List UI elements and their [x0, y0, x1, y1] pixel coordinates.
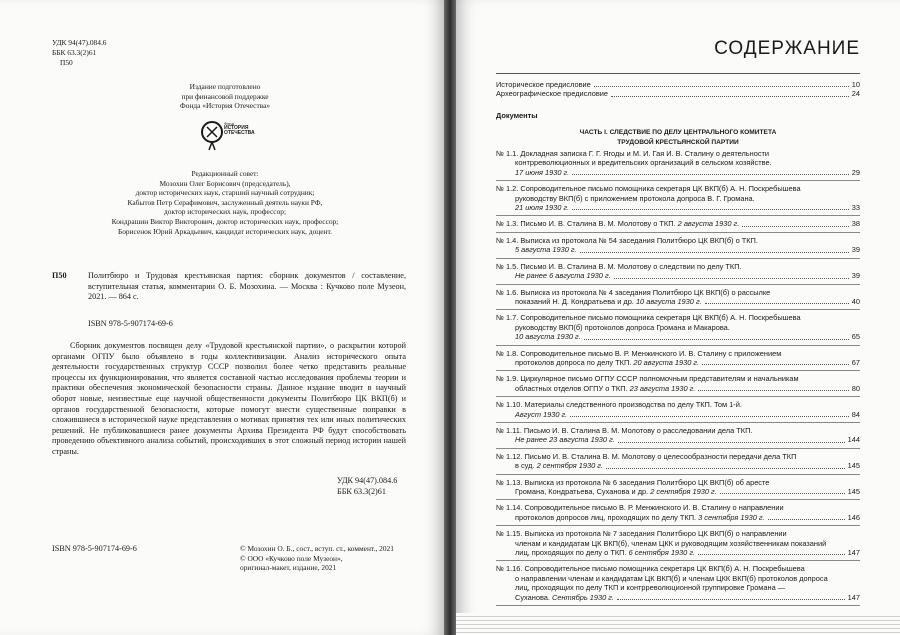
toc-entry[interactable]: № 1.7. Сопроводительное письмо помощника секретаря ЦК ВКП(б) А. Н. Поскребышева руководству ВКП(б) протоколов допроса Громана и Макарова. 10 августа 1930 г. 65 [496, 313, 860, 342]
toc-separator [496, 180, 860, 181]
book-gutter [444, 0, 456, 635]
toc-separator [496, 525, 860, 526]
toc-separator [496, 345, 860, 346]
bibliographic-record: Политбюро и Трудовая крестьянская партия: сборник документов / составление, вступительная статья, комментарии О. Б. Мозохина. — Москва : Кучково поле Музеон, 2021. — 864 с. [88, 271, 406, 302]
toc-separator [496, 232, 860, 233]
copyright: © Мозохин О. Б., сост., вступ. ст., коммент., 2021 © ООО «Кучково поле Музеон», оригинал-макет, издание, 2021 [240, 544, 394, 573]
bib-code: П50 [52, 271, 67, 280]
toc-entry[interactable]: № 1.16. Сопроводительное письмо помощника секретаря ЦК ВКП(б) А. Н. Поскребышева о направлении членам и кандидатам ЦК ВКП(б) и членам ЦКК ВКП(б) протоколов допроса лиц, проходящих по делу ТКП и контрреволюционной группировке Громана — Суханова. Сентябрь 1930 г. 147 [496, 564, 860, 602]
toc-separator [496, 215, 860, 216]
toc-separator [496, 499, 860, 500]
toc-entry[interactable]: № 1.9. Циркулярное письмо ОГПУ СССР полномочным представителям и начальникам областных отделов ОГПУ о ТКП. 23 августа 1930 г. 80 [496, 374, 860, 393]
toc-separator [496, 258, 860, 259]
toc-separator [496, 448, 860, 449]
toc-entry[interactable]: № 1.15. Выписка из протокола № 7 заседания Политбюро ЦК ВКП(б) о направлении членам и кандидатам ЦК ВКП(б), членам ЦКК и руководящим хозяйственникам показаний лиц, проходящих по делу о ТКП. 6 сентября 1930 г. 147 [496, 529, 860, 558]
toc-entry[interactable]: № 1.11. Письмо И. В. Сталина В. М. Молотову о расследовании дела ТКП. Не ранее 23 августа 1930 г. 144 [496, 425, 860, 445]
logo-caption: Фонд ИСТОРИЯ ОТЕЧЕСТВА [224, 121, 255, 136]
toc-separator [496, 605, 860, 606]
toc-entry[interactable]: № 1.5. Письмо И. В. Сталина В. М. Молотову о следствии по делу ТКП. Не ранее 6 августа 1930 г. 39 [496, 261, 860, 281]
toc-entry[interactable]: № 1.2. Сопроводительное письмо помощника секретаря ЦК ВКП(б) А. Н. Поскребышева руководству ВКП(б) с приложением протокола допроса В. Г. Громана. 21 июля 1930 г. 33 [496, 184, 860, 213]
fund-logo [200, 113, 254, 153]
documents-heading: Документы [496, 110, 538, 120]
left-page [0, 0, 444, 635]
udk-code-bottom: УДК 94(47).084.6 [337, 476, 398, 485]
isbn-top: ISBN 978-5-907174-69-6 [88, 319, 173, 328]
toc-intro-row[interactable]: Археографическое предисловие 24 [496, 89, 860, 99]
right-page [456, 0, 900, 635]
bbk-code: ББК 63.3(2)61 [52, 48, 97, 57]
toc-entry[interactable]: № 1.1. Докладная записка Г. Г. Ягоды и М. И. Гая И. В. Сталину о деятельности контрреволюционных и вредительских организаций в сельском хозяйстве. 17 июня 1930 г. 29 [496, 149, 860, 177]
editorial-board: Редакционный совет: Мозохин Олег Борисович (председатель), доктор исторических наук, старший научный сотрудник; Кабытов Петр Серафимович, заслуженный деятель науки РФ, доктор исторических наук, профессор; Кондрашин Виктор Викторович, доктор исторических наук, профессор; Борисенок Юрий Аркадьевич, кандидат исторических наук, доцент. [111, 169, 339, 236]
toc-separator [496, 560, 860, 561]
toc-separator [496, 370, 860, 371]
toc-title: СОДЕРЖАНИЕ [714, 38, 860, 59]
toc-separator [496, 284, 860, 285]
toc-entry[interactable]: № 1.14. Сопроводительное письмо В. Р. Менжинского И. В. Сталину о направлении протоколов допросов лиц, проходящих по делу ТКП. 3 сентября 1930 г. 146 [496, 503, 860, 522]
toc-entry[interactable]: № 1.13. Выписка из протокола № 6 заседания Политбюро ЦК ВКП(б) об аресте Громана, Кондратьева, Суханова и др. 2 сентября 1930 г. 145 [496, 477, 860, 496]
toc-entries [496, 149, 860, 606]
support-note: Издание подготовлено при финансовой поддержке Фонда «История Отечества» [179, 82, 271, 111]
toc-entry[interactable]: № 1.12. Письмо И. В. Сталина В. М. Молотову о целесообразности передачи дела ТКП в суд. 2 сентября 1930 г. 145 [496, 451, 860, 471]
toc-entry[interactable]: № 1.3. Письмо И. В. Сталина В. М. Молотову о ТКП. 2 августа 1930 г. 38 [496, 219, 860, 229]
author-mark: П50 [60, 58, 73, 67]
page-edge-stripes [456, 613, 900, 635]
toc-entry[interactable]: № 1.10. Материалы следственного производства по делу ТКП. Том 1-й. Август 1930 г. 84 [496, 400, 860, 419]
toc-intro [496, 80, 860, 609]
toc-separator [496, 422, 860, 423]
toc-entry[interactable]: № 1.8. Сопроводительное письмо В. Р. Менжинского И. В. Сталину с приложением протоколов допроса по делу ТКП. 20 августа 1930 г. 67 [496, 348, 860, 367]
toc-separator [496, 396, 860, 397]
part-title: ЧАСТЬ I. СЛЕДСТВИЕ ПО ДЕЛУ ЦЕНТРАЛЬНОГО КОМИТЕТА ТРУДОВОЙ КРЕСТЬЯНСКОЙ ПАРТИИ [579, 129, 777, 146]
bbk-code-bottom: ББК 63.3(2)61 [337, 487, 386, 496]
toc-top-rule [496, 73, 860, 74]
toc-separator [496, 474, 860, 475]
isbn-bottom: ISBN 978-5-907174-69-6 [52, 544, 137, 553]
toc-intro-row[interactable]: Историческое предисловие 10 [496, 80, 860, 89]
toc-separator [496, 309, 860, 310]
udk-code: УДК 94(47).084.6 [52, 38, 107, 47]
toc-entry[interactable]: № 1.4. Выписка из протокола № 54 заседания Политбюро ЦК ВКП(б) о ТКП. 5 августа 1930 г. 39 [496, 235, 860, 255]
abstract: Сборник документов посвящен делу «Трудовой крестьянской партии», о раскрытии которой органами ОГПУ было объявлено в годы коллективизации. Анализ исторического опыта деятельности государственных структур СССР позволил более четко представить реальные процессы их функционирования, что является составной частью исследования проблемы теории и практики обеспечения экономической безопасности страны. Данное издание вводит в научный оборот новые, неизвестные еще научной общественности документы Политбюро ЦК ВКП(б) и органов государственной безопасности, которые помогут внести существенные поправки в сложившиеся в исторической науке представления о мотивах принятия тех или иных политических решений. Не публиковавшиеся ранее документы Архива Президента РФ будут способствовать проведению объективного анализа событий, происходивших в этот сложный период истории нашей страны. [52, 341, 406, 456]
toc-entry[interactable]: № 1.6. Выписка из протокола № 4 заседания Политбюро ЦК ВКП(б) о рассылке показаний Н. Д. Кондратьева и др. 10 августа 1930 г. 40 [496, 287, 860, 306]
